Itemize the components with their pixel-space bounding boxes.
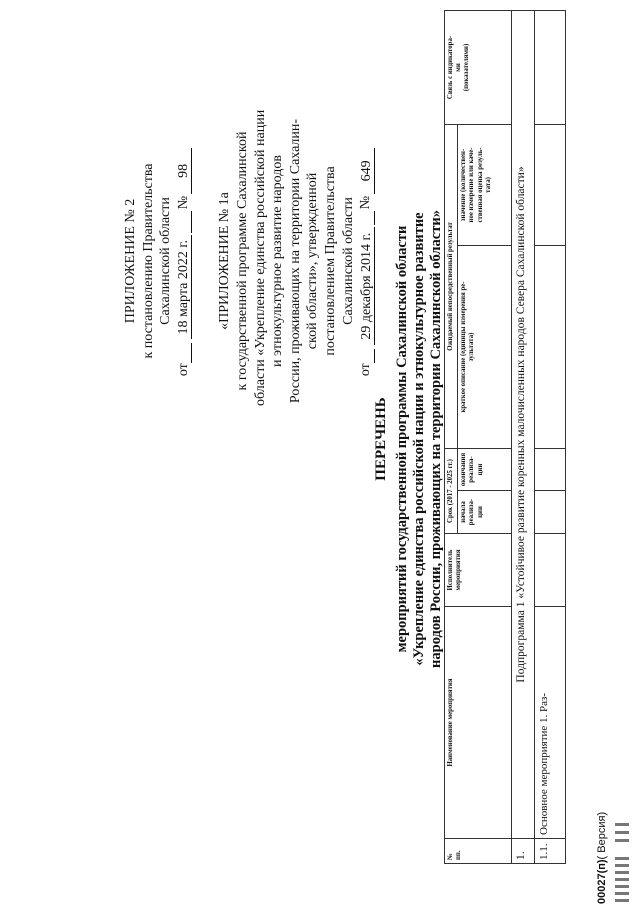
header-term: Срок (2017 - 2025 гг.) — [445, 448, 458, 533]
prior-decree-from-label: от — [358, 363, 374, 377]
prior-decree-date: 29 декабря 2014 г. — [359, 227, 375, 345]
prior-line-6: постановлением Правительства — [322, 166, 338, 356]
prior-line-4: России, проживающих на территории Сахалин- — [287, 118, 303, 404]
decree-line — [175, 116, 193, 406]
scan-edge-marks — [615, 2, 631, 902]
document-version: ( Версия) — [596, 811, 608, 860]
prior-line-2: области «Укрепление единства российской нации — [252, 109, 268, 406]
header-executor: Исполнитель мероприятия — [445, 534, 512, 607]
prior-decree-number: 649 — [359, 148, 375, 194]
measures-table — [444, 10, 566, 864]
header-term-start: начала реализа- ции — [458, 491, 512, 534]
appendix-header — [122, 109, 375, 406]
appendix-line-2: Сахалинской области — [158, 197, 174, 325]
document-code — [596, 812, 608, 904]
prior-line-5: ской области», утвержденной — [305, 172, 321, 350]
row-num: 1. — [512, 839, 535, 864]
document-title — [373, 144, 445, 734]
table-row — [512, 10, 535, 863]
header-num: № пп. — [445, 839, 512, 864]
title-line-1: мероприятий государственной программы Сахалинской области — [394, 225, 410, 653]
decree-date: 18 марта 2022 г. — [176, 235, 192, 339]
row-num: 1.1. — [535, 839, 566, 864]
header-name: Наименование мероприятия — [445, 607, 512, 839]
prior-line-7: Сахалинской области — [340, 197, 356, 325]
header-result-value: значение (количествен- ное измерение или каче- ственная оценка резуль- тата) — [458, 124, 512, 245]
prior-appendix-title: «ПРИЛОЖЕНИЕ № 1а — [217, 192, 233, 330]
prior-line-1: к государственной программе Сахалинской — [234, 131, 250, 391]
appendix-line-1: к постановлению Правительства — [140, 163, 156, 359]
appendix-title: ПРИЛОЖЕНИЕ № 2 — [123, 198, 138, 324]
row-name: Основное мероприятие 1. Раз- — [535, 607, 566, 839]
subprogram-title: Подпрограмма 1 «Устойчивое развитие коренных малочисленных народов Севера Сахалинской области» — [512, 10, 535, 838]
prior-decree-no-label: № — [358, 195, 374, 210]
title-line-3: народов России, проживающих на территории Сахалинской области» — [428, 210, 444, 668]
row-result-value — [535, 124, 566, 245]
row-executor — [535, 534, 566, 607]
row-term-end — [535, 448, 566, 490]
document-code-number: 00027(п) — [596, 859, 608, 904]
row-term-start — [535, 491, 566, 534]
header-term-end: окончания реализа- ции — [458, 448, 512, 490]
decree-no-label: № — [175, 195, 191, 210]
decree-from-label: от — [175, 363, 191, 377]
table-row — [535, 10, 566, 863]
decree-blank-1 — [176, 343, 192, 363]
row-link — [535, 10, 566, 124]
decree-number: 98 — [176, 148, 192, 194]
header-result-short: краткое описание (единицы измерения ре- зультата) — [458, 245, 512, 448]
title-heading: ПЕРЕЧЕНЬ — [373, 397, 389, 481]
header-result: Ожидаемый непосредственный результат — [445, 124, 458, 448]
decree-blank-2 — [176, 211, 192, 233]
header-link: Связь с индикатора- ми (показателями) — [445, 10, 512, 124]
prior-line-3: и этнокультурное развитие народов — [270, 155, 286, 367]
title-line-2: «Укрепление единства российской нации и этнокультурное развитие — [411, 212, 427, 666]
row-result-short — [535, 245, 566, 448]
